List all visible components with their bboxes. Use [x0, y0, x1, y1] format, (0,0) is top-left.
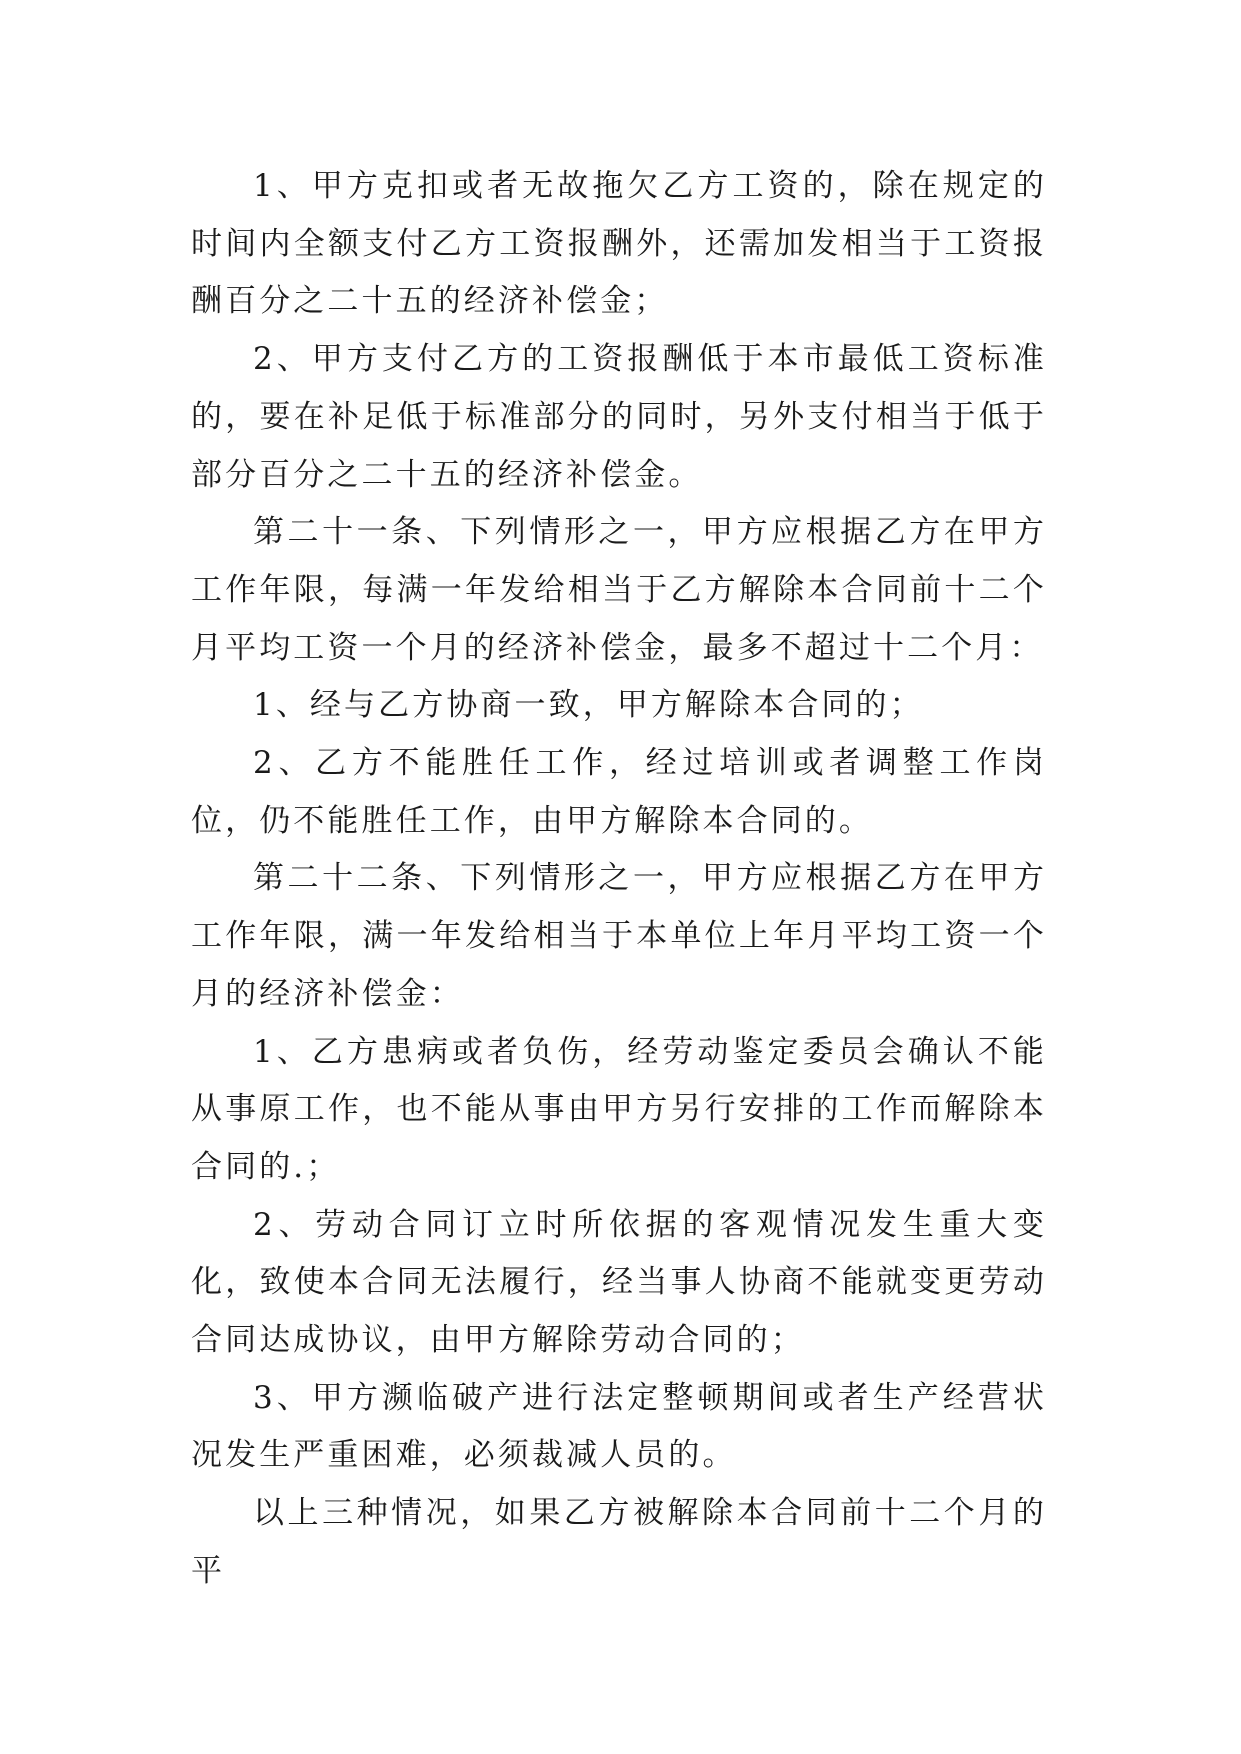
- paragraph-wage-deduction: 1、甲方克扣或者无故拖欠乙方工资的，除在规定的时间内全额支付乙方工资报酬外，还需加发相当于工资报酬百分之二十五的经济补偿金；: [191, 168, 1047, 320]
- paragraph-below-minimum-wage: 2、甲方支付乙方的工资报酬低于本市最低工资标准的，要在补足低于标准部分的同时，另外支付相当于低于部分百分之二十五的经济补偿金。: [191, 341, 1047, 493]
- document-body: [191, 158, 1047, 1601]
- paragraph-changed-circumstances: 2、劳动合同订立时所依据的客观情况发生重大变化，致使本合同无法履行，经当事人协商不能就变更劳动合同达成协议，由甲方解除劳动合同的；: [191, 1206, 1047, 1359]
- paragraph-bankruptcy: 3、甲方濒临破产进行法定整顿期间或者生产经营状况发生严重困难，必须裁减人员的。: [191, 1379, 1047, 1474]
- paragraph-article-21: 第二十一条、下列情形之一，甲方应根据乙方在甲方工作年限，每满一年发给相当于乙方解除本合同前十二个月平均工资一个月的经济补偿金，最多不超过十二个月：: [191, 514, 1047, 666]
- paragraph-illness-injury: 1、乙方患病或者负伤，经劳动鉴定委员会确认不能从事原工作，也不能从事由甲方另行安排的工作而解除本合同的.；: [191, 1033, 1047, 1185]
- paragraph-mutual-agreement: 1、经与乙方协商一致，甲方解除本合同的；: [253, 687, 924, 724]
- paragraph-three-cases: 以上三种情况，如果乙方被解除本合同前十二个月的平: [191, 1495, 1047, 1589]
- paragraph-incompetence: 2、乙方不能胜任工作，经过培训或者调整工作岗位，仍不能胜任工作，由甲方解除本合同的。: [191, 745, 1047, 839]
- paragraph-article-22: 第二十二条、下列情形之一，甲方应根据乙方在甲方工作年限，满一年发给相当于本单位上年月平均工资一个月的经济补偿金：: [191, 860, 1047, 1012]
